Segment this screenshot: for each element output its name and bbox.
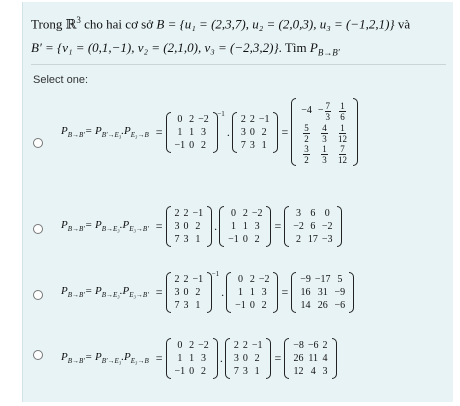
matrix-cell: 3 — [200, 126, 206, 138]
matrix-cell: −1 — [228, 234, 239, 245]
matrix-cell: 7 — [233, 366, 239, 377]
question-and: và — [394, 16, 411, 32]
matrix-cell: 0 — [242, 234, 248, 245]
matrix-cell: 0 — [249, 126, 255, 138]
matrix-cell: 1 — [189, 126, 195, 138]
matrix-cell: 2 — [249, 113, 255, 125]
matrix-cell: 0 — [230, 208, 236, 219]
matrix-cell: 2 — [195, 287, 201, 298]
matrix-cell: 2 — [322, 340, 328, 351]
option-c-matrix-2 — [226, 272, 278, 313]
option-c-result — [291, 272, 354, 313]
space-symbol: ℝ — [65, 16, 77, 32]
matrix-cell: 2 — [249, 274, 255, 285]
matrix-cell: −2 — [198, 113, 209, 125]
option-a-label: $P_{B\to B'}= P_{B'\to E_3}.P_{E_3\to B}$ — [61, 124, 149, 140]
option-a-result — [291, 98, 358, 166]
matrix-cell: 2 — [195, 221, 201, 232]
question-line-1 — [31, 8, 446, 36]
matrix-cell: $\frac{5}{2}$ — [304, 123, 309, 144]
basis-b-prime: B′ = {v₁ = (0,1,−1), v₂ = (2,1,0), v₃ = (−2,3,2)} — [31, 40, 279, 56]
matrix-cell: −17 — [314, 274, 331, 285]
option-b-result — [284, 206, 341, 247]
option-a[interactable] — [23, 94, 454, 198]
matrix-cell: −1 — [174, 139, 186, 151]
matrix-cell: 1 — [254, 366, 260, 377]
question-find: . Tìm — [278, 40, 310, 56]
matrix-cell: 26 — [317, 300, 328, 311]
matrix-cell: 6 — [310, 221, 316, 232]
matrix-cell: 4 — [310, 366, 316, 377]
matrix-cell: −8 — [293, 340, 304, 351]
matrix-cell: 3 — [200, 353, 206, 364]
matrix-cell: 3 — [296, 208, 302, 219]
matrix-cell: 2 — [240, 113, 246, 125]
matrix-cell: 17 — [307, 234, 318, 245]
matrix-cell: −1 — [235, 300, 246, 311]
matrix-cell: 0 — [183, 221, 189, 232]
divider — [31, 64, 446, 65]
matrix-cell: 12 — [293, 366, 304, 377]
option-d-result — [284, 338, 336, 379]
option-b-radio[interactable] — [33, 224, 43, 234]
matrix-cell: 16 — [300, 287, 311, 298]
matrix-cell: −6 — [307, 340, 319, 351]
matrix-cell: −9 — [300, 274, 311, 285]
matrix-cell: 2 — [200, 139, 206, 151]
matrix-cell: 1 — [189, 353, 195, 364]
matrix-cell: $\frac{3}{2}$ — [304, 144, 309, 165]
matrix-cell: 2 — [174, 274, 180, 285]
matrix-cell: 0 — [183, 287, 189, 298]
matrix-cell: 3 — [183, 300, 189, 311]
matrix-cell: 2 — [296, 234, 302, 245]
option-b-label: $P_{B\to B'}= P_{B\to E_3}.P_{E_3\to B'}$ — [61, 219, 149, 234]
matrix-cell: 2 — [261, 126, 267, 138]
matrix-cell: 0 — [242, 353, 248, 364]
option-d-label: $P_{B\to B'}= P_{B'\to E_3}.P_{E_3\to B}$ — [61, 351, 149, 366]
option-a-radio[interactable] — [33, 138, 43, 148]
matrix-cell: 3 — [242, 366, 248, 377]
option-d-radio[interactable] — [33, 350, 43, 360]
question-mid: cho hai cơ sở — [80, 16, 157, 32]
matrix-cell: 2 — [233, 340, 239, 351]
option-a-matrix-1 — [166, 109, 225, 153]
option-d-formula: $P_{B\to B'}= P_{B'\to E_3}.P_{E_3\to B}$ = 0 2 −2 1 1 3 −1 0 2 . 2 2 −1 3 0 2 7 3 1 = −8 −6 2 26 11 4 12 4 3 — [61, 338, 337, 379]
matrix-cell: 0 — [189, 139, 195, 151]
question-card — [22, 2, 453, 402]
matrix-cell: 2 — [200, 366, 206, 377]
matrix-cell: −2 — [198, 340, 209, 351]
matrix-cell: 0 — [324, 208, 330, 219]
matrix-cell: 1 — [230, 221, 236, 232]
matrix-cell: 1 — [237, 287, 243, 298]
matrix-cell: 0 — [189, 366, 195, 377]
matrix-cell: $\frac{4}{3}$ — [322, 123, 327, 144]
matrix-cell: $\frac{1}{12}$ — [338, 123, 348, 144]
matrix-cell: 1 — [177, 353, 183, 364]
matrix-cell: 7 — [174, 300, 180, 311]
option-d-matrix-1 — [166, 338, 218, 379]
option-a-formula: $P_{B\to B'}= P_{B'\to E_3}.P_{E_3\to B}$ = 0 2 −2 1 1 3 −1 0 2 $^{-1}$ . 2 2 −1 3 0 2 7 3 1 = −4 − $\frac{7}{3}$ $\frac{1}{6}$ $\frac{5}{2}$ $\frac{4}{3}$ $\frac{1}{12}$ $\frac{3}{2}$ $\frac{1}{3}$ $\frac{7}{12}$ — [61, 98, 358, 166]
matrix-cell: −1 — [258, 113, 270, 125]
matrix-cell: 6 — [310, 208, 316, 219]
matrix-cell: 4 — [322, 353, 328, 364]
option-b-formula: $P_{B\to B'}= P_{B\to E_3}.P_{E_3\to B'}$ = 2 2 −1 3 0 2 7 3 1 . 0 2 −2 1 1 3 −1 0 2 = 3 6 0 −2 6 −2 2 17 −3 — [61, 206, 342, 247]
matrix-cell: −2 — [251, 208, 263, 219]
matrix-cell: −2 — [293, 221, 304, 232]
matrix-cell: 0 — [177, 113, 183, 125]
matrix-cell: −3 — [321, 234, 333, 245]
matrix-cell: 2 — [174, 208, 180, 219]
option-c-formula: $P_{B\to B'}= P_{B\to E_3}.P_{E_3\to B'}$ = 2 2 −1 3 0 2 7 3 1 $^{-1}$ . 0 2 −2 1 1 3 −1 0 2 = −9 −17 5 16 31 −9 14 26 −6 — [61, 272, 354, 313]
target-matrix: P — [309, 40, 318, 56]
matrix-cell: 3 — [261, 287, 267, 298]
option-c[interactable] — [23, 268, 454, 328]
matrix-cell: 2 — [183, 208, 189, 219]
question-lead: Trong — [31, 16, 66, 32]
inverse-exponent: −1 — [211, 270, 220, 278]
matrix-cell: 7 — [174, 234, 180, 245]
option-b[interactable] — [23, 202, 454, 262]
matrix-cell: −6 — [334, 300, 346, 311]
option-b-matrix-1 — [166, 206, 213, 247]
basis-b: B = {u₁ = (2,3,7), u₂ = (2,0,3), u₃ = (−1,2,1)} — [156, 16, 395, 32]
matrix-cell: 3 — [174, 221, 180, 232]
matrix-cell: 2 — [189, 340, 195, 351]
matrix-cell: 0 — [249, 300, 255, 311]
matrix-cell: 3 — [249, 139, 255, 151]
matrix-cell: 1 — [249, 287, 255, 298]
matrix-cell: 1 — [242, 221, 248, 232]
option-a-matrix-2 — [232, 112, 279, 153]
matrix-cell: 11 — [308, 353, 319, 364]
matrix-cell: −1 — [251, 340, 263, 351]
matrix-cell: 26 — [293, 353, 304, 364]
matrix-cell: 3 — [183, 234, 189, 245]
matrix-cell: 2 — [183, 274, 189, 285]
matrix-cell: −1 — [174, 366, 186, 377]
option-d-matrix-2 — [225, 338, 272, 379]
matrix-cell: − $\frac{7}{3}$ — [317, 100, 331, 122]
matrix-cell: 14 — [300, 300, 311, 311]
matrix-cell: 3 — [233, 353, 239, 364]
space-exponent: 3 — [76, 15, 81, 25]
matrix-cell: 0 — [177, 340, 183, 351]
inverse-exponent: −1 — [217, 109, 225, 118]
question-line-2 — [31, 36, 446, 65]
matrix-cell: −2 — [321, 221, 333, 232]
option-d[interactable] — [23, 334, 454, 394]
matrix-cell: −4 — [301, 105, 312, 116]
matrix-cell: −1 — [192, 274, 204, 285]
target-subscript: B→B′ — [317, 47, 340, 58]
select-one-label: Select one: — [33, 74, 89, 86]
option-c-matrix-1 — [166, 270, 220, 313]
matrix-cell: 1 — [261, 139, 267, 151]
matrix-cell: 3 — [174, 287, 180, 298]
matrix-cell: 31 — [317, 287, 328, 298]
matrix-cell: −2 — [258, 274, 270, 285]
matrix-cell: $\frac{1}{6}$ — [340, 100, 345, 122]
matrix-cell: 2 — [254, 353, 260, 364]
matrix-cell: 2 — [189, 113, 195, 125]
option-c-label: $P_{B\to B'}= P_{B\to E_3}.P_{E_3\to B'}$ — [61, 285, 149, 300]
matrix-cell: 3 — [240, 126, 246, 138]
matrix-cell: 2 — [254, 234, 260, 245]
matrix-cell: 2 — [261, 300, 267, 311]
matrix-cell: $\frac{1}{3}$ — [322, 144, 327, 165]
matrix-cell: 3 — [254, 221, 260, 232]
matrix-cell: 1 — [195, 234, 201, 245]
matrix-cell: 2 — [242, 208, 248, 219]
option-b-matrix-2 — [219, 206, 271, 247]
matrix-cell: 5 — [337, 274, 343, 285]
matrix-cell: 2 — [242, 340, 248, 351]
question-text — [31, 8, 446, 65]
matrix-cell: 7 — [240, 139, 246, 151]
matrix-cell: 0 — [237, 274, 243, 285]
option-c-radio[interactable] — [33, 290, 43, 300]
matrix-cell: $\frac{7}{12}$ — [338, 144, 348, 165]
matrix-cell: 3 — [322, 366, 328, 377]
matrix-cell: 1 — [195, 300, 201, 311]
matrix-cell: −9 — [334, 287, 346, 298]
matrix-cell: 1 — [177, 126, 183, 138]
matrix-cell: −1 — [192, 208, 204, 219]
